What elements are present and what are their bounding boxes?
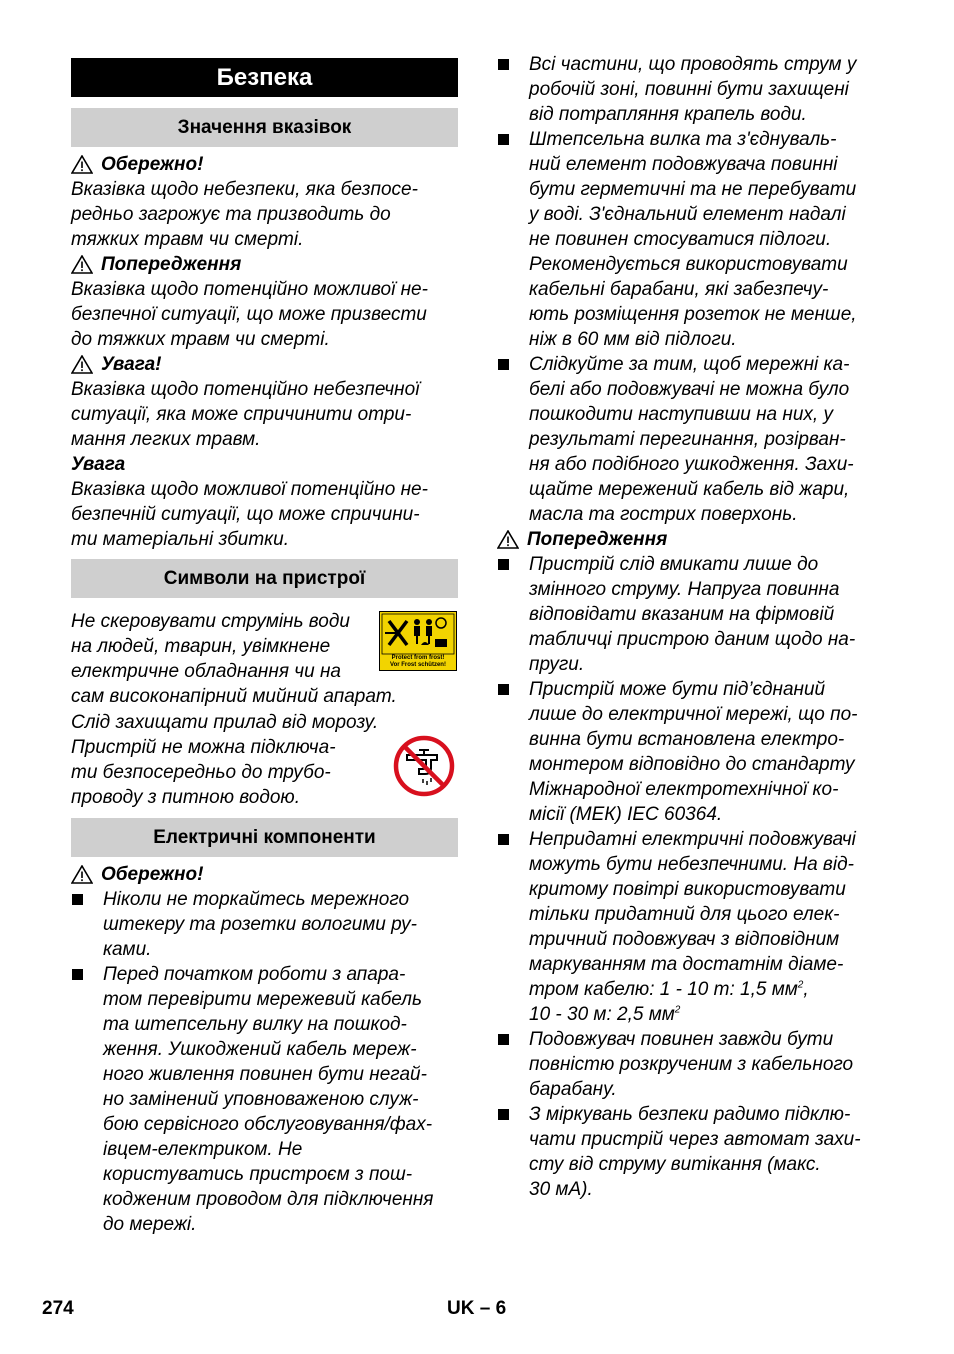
electric-warning-label: Попередження bbox=[527, 529, 668, 550]
warning-triangle-icon bbox=[71, 155, 93, 174]
bullet-square-icon bbox=[498, 59, 509, 70]
list-item bbox=[497, 1027, 889, 1102]
jet-warning-text: Не скеровувати струмінь води на людей, тварин, увімкнене електричне обладнання чи на сам високонапірний мийний апарат. bbox=[71, 611, 397, 707]
section-heading-meaning: Значення вказівок bbox=[71, 108, 458, 147]
section-heading-electric: Електричні компоненти bbox=[71, 818, 458, 857]
danger-block bbox=[71, 152, 458, 252]
list-item-text: Подовжувач повинен завжди бути повністю розкрученим з кабельного барабану. bbox=[529, 1029, 854, 1100]
list-item bbox=[71, 887, 458, 962]
page-title: Безпека bbox=[71, 58, 458, 97]
danger-label: Обережно! bbox=[101, 154, 204, 175]
section-heading-symbols: Символи на пристрої bbox=[71, 559, 458, 598]
list-item-text: Пристрій може бути під’єднаний лише до електричної мережі, що по- винна бути встановлена електро- монтером відповідно до стандарту Міжнародної електротехнічної ко- місії (МЕК) IEC 60364. bbox=[529, 679, 858, 825]
superscript-mark: 2 bbox=[674, 1004, 681, 1016]
page-code: UK – 6 bbox=[447, 1298, 507, 1319]
right-column bbox=[497, 52, 889, 1202]
danger-heading bbox=[71, 152, 458, 177]
caution-text: Вказівка щодо потенційно небезпечної ситуації, яка може спричинити отри- мання легких травм. bbox=[71, 379, 420, 450]
device-warning-label-icon bbox=[379, 611, 457, 671]
bullet-square-icon bbox=[498, 1109, 509, 1120]
list-item bbox=[497, 677, 889, 827]
left-column bbox=[71, 58, 458, 1237]
bullet-square-icon bbox=[72, 969, 83, 980]
bullet-square-icon bbox=[498, 359, 509, 370]
label-line-2: Vor Frost schützen! bbox=[390, 662, 446, 668]
warning-triangle-icon bbox=[497, 530, 519, 549]
list-item-text: Всі частини, що проводять струм у робочій зоні, повинні бути захищені від потрапляння крапель води. bbox=[529, 54, 857, 125]
notice-block bbox=[71, 452, 458, 552]
cable-item-text-end: , 10 - 30 м: 2,5 мм bbox=[529, 979, 809, 1025]
electric-danger-heading bbox=[71, 862, 458, 887]
warning-label: Попередження bbox=[101, 254, 242, 275]
electric-warning-heading bbox=[497, 527, 889, 552]
superscript-mark: 2 bbox=[797, 979, 804, 991]
list-item bbox=[497, 127, 889, 352]
caution-heading bbox=[71, 352, 458, 377]
warning-heading bbox=[71, 252, 458, 277]
warning-triangle-icon bbox=[71, 865, 93, 884]
electric-danger-block bbox=[71, 862, 458, 1237]
bullet-square-icon bbox=[498, 834, 509, 845]
notice-label: Увага bbox=[71, 454, 126, 475]
warning-text: Вказівка щодо потенційно можливої не- безпечної ситуації, що може призвести до тяжких травм чи смерті. bbox=[71, 279, 428, 350]
bullet-square-icon bbox=[498, 1034, 509, 1045]
page-number: 274 bbox=[42, 1298, 74, 1319]
list-item bbox=[497, 352, 889, 527]
list-item-text: Ніколи не торкайтесь мережного штекеру та розетки вологими ру- ками. bbox=[103, 889, 417, 960]
list-item-text: Штепсельна вилка та з'єднуваль- ний елемент подовжувача повинні бути герметичні та не перебувати у воді. З'єднальний елемент надалі не повинен стосуватися підлоги. Рекомендується використовувати кабельні барабани, які забезпечу- ють розміщення розеток не менше, ніж в 60 мм від підлоги. bbox=[529, 129, 857, 350]
no-drinking-water-connection-icon bbox=[393, 735, 455, 797]
warning-triangle-icon bbox=[71, 255, 93, 274]
warning-block bbox=[71, 252, 458, 352]
cable-item-text: Непридатні електричні подовжувачі можуть бути небезпечними. На від- критому повітрі використовувати тільки придатний для цього елек- тричний подовжувач з відповідним маркуванням та достатнім діаме- тром кабелю: 1 - 10 m: 1,5 мм bbox=[529, 829, 856, 1000]
caution-block bbox=[71, 352, 458, 452]
notice-text: Вказівка щодо можливої потенційно не- безпечній ситуації, що може спричини- ти матеріальні збитки. bbox=[71, 479, 428, 550]
list-item bbox=[497, 1102, 889, 1202]
frost-text: Слід захищати прилад від морозу. bbox=[71, 712, 379, 733]
list-item-text: Пристрій слід вмикати лише до змінного струму. Напруга повинна відповідати вказаним на фірмовій табличці пристрою даним щодо на- пруги. bbox=[529, 554, 856, 675]
drinking-water-text: Пристрій не можна підключа- ти безпосередньо до трубо- проводу з питною водою. bbox=[71, 737, 336, 808]
bullet-square-icon bbox=[498, 134, 509, 145]
label-line-1: Protect from frost! bbox=[391, 655, 445, 661]
warning-triangle-icon bbox=[71, 355, 93, 374]
caution-label: Увага! bbox=[101, 354, 162, 375]
list-item-cable bbox=[497, 827, 889, 1027]
list-item bbox=[497, 552, 889, 677]
bullet-square-icon bbox=[72, 894, 83, 905]
symbol-drinking-water-block bbox=[71, 735, 458, 810]
list-item-text: Слідкуйте за тим, щоб мережні ка- белі або подовжувачі не можна було пошкодити наступивши на них, у результаті перегинання, розірван- ня або подібного ушкодження. Захи- щайте мережений кабель від жари, масла та гострих поверхонь. bbox=[529, 354, 854, 525]
bullet-square-icon bbox=[498, 684, 509, 695]
list-item bbox=[497, 52, 889, 127]
list-item bbox=[71, 962, 458, 1237]
bullet-square-icon bbox=[498, 559, 509, 570]
danger-text: Вказівка щодо небезпеки, яка безпосе- редньо загрожує та призводить до тяжких травм чи смерті. bbox=[71, 179, 418, 250]
symbol-jet-block bbox=[71, 609, 458, 709]
electric-danger-label: Обережно! bbox=[101, 864, 204, 885]
list-item-text: З міркувань безпеки радимо підклю- чати пристрій через автомат захи- сту від струму витікання (макс. 30 мА). bbox=[529, 1104, 861, 1200]
list-item-text: Перед початком роботи з апара- том перевірити мережевий кабель та штепсельну вилку на пошкод- ження. Ушкоджений кабель мереж- ного живлення повинен бути негай- но замінений уповноваженою служ- бою сервісного обслуговування/фах- івцем-електриком. Не користуватись пристроєм з пош- кодженим проводом для підключення до мережі. bbox=[103, 964, 434, 1235]
